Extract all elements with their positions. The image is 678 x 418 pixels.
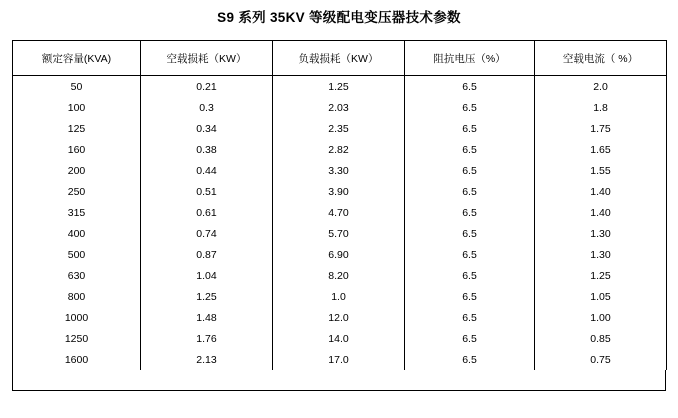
column-header-impedance-voltage: 阻抗电压（%）	[405, 41, 535, 76]
cell-no-load-current: 1.65	[535, 139, 667, 160]
column-header-rated-capacity: 额定容量(KVA)	[13, 41, 141, 76]
cell-impedance-voltage: 6.5	[405, 328, 535, 349]
cell-load-loss: 8.20	[273, 265, 405, 286]
cell-rated-capacity: 160	[13, 139, 141, 160]
cell-rated-capacity: 1600	[13, 349, 141, 370]
cell-load-loss: 3.90	[273, 181, 405, 202]
cell-no-load-current: 1.40	[535, 202, 667, 223]
table-row	[13, 307, 667, 328]
cell-impedance-voltage: 6.5	[405, 118, 535, 139]
table-row	[13, 76, 667, 98]
table-row	[13, 223, 667, 244]
cell-load-loss: 17.0	[273, 349, 405, 370]
cell-no-load-loss: 0.51	[141, 181, 273, 202]
page-title: S9 系列 35KV 等级配电变压器技术参数	[217, 10, 461, 25]
cell-no-load-loss: 1.04	[141, 265, 273, 286]
cell-no-load-loss: 1.48	[141, 307, 273, 328]
table-body	[13, 76, 667, 371]
cell-no-load-current: 1.75	[535, 118, 667, 139]
cell-no-load-current: 1.25	[535, 265, 667, 286]
cell-rated-capacity: 500	[13, 244, 141, 265]
table-bottom-rule	[12, 390, 666, 391]
cell-no-load-loss: 0.87	[141, 244, 273, 265]
table-row	[13, 139, 667, 160]
parameters-table	[12, 40, 667, 370]
cell-rated-capacity: 125	[13, 118, 141, 139]
cell-no-load-current: 1.05	[535, 286, 667, 307]
table-row	[13, 244, 667, 265]
table-header	[13, 41, 667, 76]
cell-rated-capacity: 50	[13, 76, 141, 98]
table-row	[13, 160, 667, 181]
cell-impedance-voltage: 6.5	[405, 223, 535, 244]
cell-load-loss: 14.0	[273, 328, 405, 349]
cell-no-load-loss: 0.61	[141, 202, 273, 223]
cell-no-load-loss: 1.76	[141, 328, 273, 349]
cell-no-load-loss: 0.21	[141, 76, 273, 98]
cell-no-load-current: 1.8	[535, 97, 667, 118]
cell-load-loss: 1.25	[273, 76, 405, 98]
cell-no-load-current: 1.30	[535, 223, 667, 244]
cell-impedance-voltage: 6.5	[405, 139, 535, 160]
table-right-border-extension	[665, 370, 666, 390]
table-row	[13, 202, 667, 223]
cell-no-load-loss: 0.38	[141, 139, 273, 160]
cell-no-load-current: 0.85	[535, 328, 667, 349]
cell-rated-capacity: 400	[13, 223, 141, 244]
cell-load-loss: 5.70	[273, 223, 405, 244]
cell-impedance-voltage: 6.5	[405, 160, 535, 181]
table-row	[13, 181, 667, 202]
table-row	[13, 328, 667, 349]
table-row	[13, 97, 667, 118]
column-header-no-load-loss: 空载损耗（KW）	[141, 41, 273, 76]
cell-rated-capacity: 1000	[13, 307, 141, 328]
column-header-load-loss: 负载损耗（KW）	[273, 41, 405, 76]
cell-no-load-loss: 0.44	[141, 160, 273, 181]
cell-impedance-voltage: 6.5	[405, 244, 535, 265]
cell-no-load-current: 0.75	[535, 349, 667, 370]
cell-impedance-voltage: 6.5	[405, 97, 535, 118]
cell-load-loss: 3.30	[273, 160, 405, 181]
table-row	[13, 265, 667, 286]
cell-rated-capacity: 315	[13, 202, 141, 223]
table-row	[13, 286, 667, 307]
cell-load-loss: 2.35	[273, 118, 405, 139]
cell-load-loss: 4.70	[273, 202, 405, 223]
cell-impedance-voltage: 6.5	[405, 286, 535, 307]
cell-no-load-loss: 0.3	[141, 97, 273, 118]
parameters-table-wrapper	[12, 40, 666, 370]
table-left-border-extension	[12, 370, 13, 390]
cell-impedance-voltage: 6.5	[405, 181, 535, 202]
cell-no-load-loss: 1.25	[141, 286, 273, 307]
cell-impedance-voltage: 6.5	[405, 307, 535, 328]
cell-load-loss: 2.82	[273, 139, 405, 160]
cell-rated-capacity: 250	[13, 181, 141, 202]
cell-no-load-loss: 2.13	[141, 349, 273, 370]
cell-rated-capacity: 630	[13, 265, 141, 286]
cell-no-load-current: 1.30	[535, 244, 667, 265]
column-header-no-load-current: 空载电流（ %）	[535, 41, 667, 76]
table-header-row	[13, 41, 667, 76]
cell-rated-capacity: 1250	[13, 328, 141, 349]
cell-no-load-loss: 0.74	[141, 223, 273, 244]
cell-impedance-voltage: 6.5	[405, 202, 535, 223]
cell-no-load-current: 1.00	[535, 307, 667, 328]
cell-no-load-current: 1.40	[535, 181, 667, 202]
cell-no-load-current: 1.55	[535, 160, 667, 181]
cell-impedance-voltage: 6.5	[405, 76, 535, 98]
table-row	[13, 118, 667, 139]
cell-load-loss: 6.90	[273, 244, 405, 265]
cell-no-load-current: 2.0	[535, 76, 667, 98]
cell-rated-capacity: 200	[13, 160, 141, 181]
cell-load-loss: 1.0	[273, 286, 405, 307]
cell-rated-capacity: 800	[13, 286, 141, 307]
cell-impedance-voltage: 6.5	[405, 349, 535, 370]
cell-rated-capacity: 100	[13, 97, 141, 118]
cell-no-load-loss: 0.34	[141, 118, 273, 139]
cell-impedance-voltage: 6.5	[405, 265, 535, 286]
table-row	[13, 349, 667, 370]
cell-load-loss: 12.0	[273, 307, 405, 328]
cell-load-loss: 2.03	[273, 97, 405, 118]
